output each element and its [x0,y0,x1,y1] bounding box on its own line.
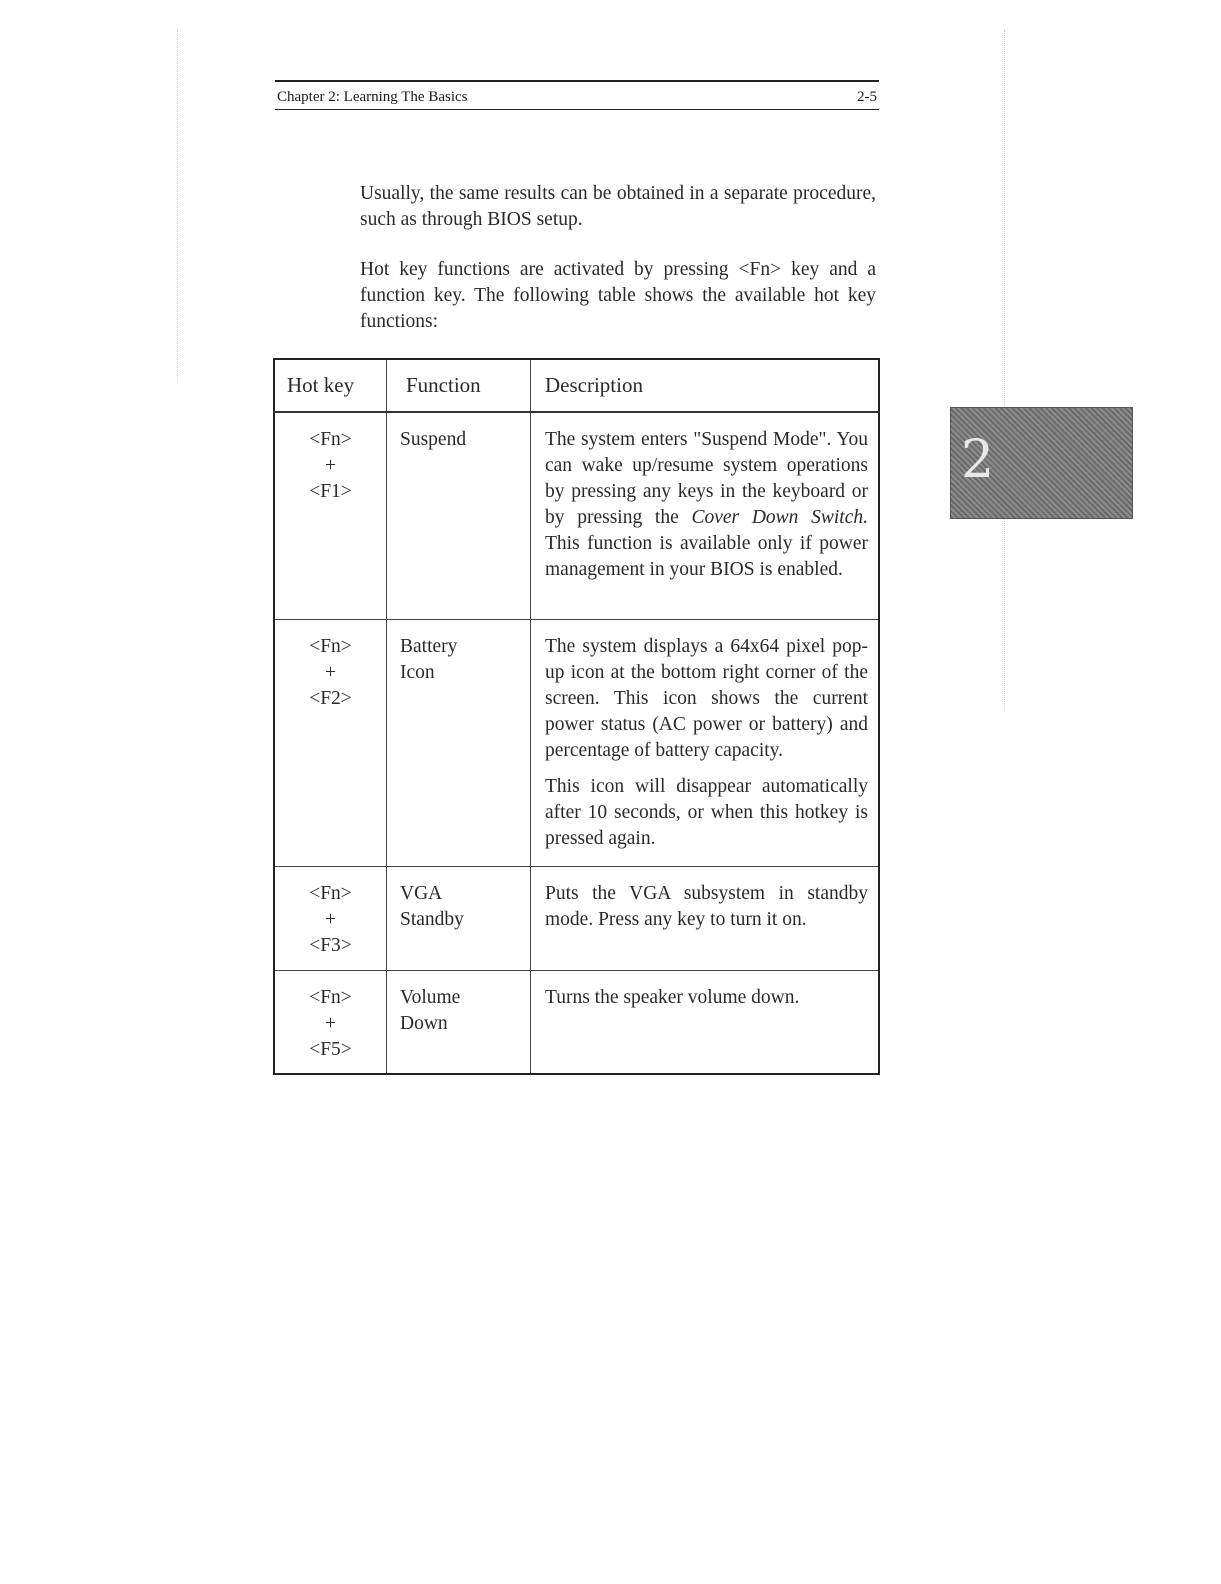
function-key: <F1> [309,481,352,502]
hot-key-cell [274,619,387,866]
table-header-row [274,359,879,412]
table-row [274,619,879,866]
chapter-tab-number: 2 [961,430,995,490]
function-cell: Suspend [387,412,531,619]
description-text: Turns the speaker volume down. [545,986,800,1008]
description-text [545,427,868,583]
description-cell [531,970,880,1074]
description-cell [531,866,880,970]
page-header [275,80,879,110]
plus-sign: + [325,1012,336,1034]
description-cell [531,619,880,866]
function-cell: Volume Down [387,970,531,1074]
chapter-tab [950,407,1133,519]
function-cell: VGA Standby [387,866,531,970]
function-key: <F3> [309,934,352,956]
function-cell: Battery Icon [387,619,531,866]
page-number: 2-5 [857,89,877,105]
fn-key: <Fn> [309,986,352,1008]
intro-paragraph: Usually, the same results can be obtained in a separate procedure, such as through BIOS setup. [360,183,876,230]
description-text: Puts the VGA subsystem in standby mode. Press any key to turn it on. [545,882,868,930]
description-part: This function is available only if power management in your BIOS is enabled. [545,533,868,580]
header-description: Description [531,359,880,412]
scan-margin-line [177,30,178,380]
plus-sign: + [325,661,336,683]
table-row [274,970,879,1074]
description-part: The system enters "Suspend Mode". You can wake up/resume system operations by pressing any keys in the keyboard or by pressing the [545,429,868,528]
description-text: The system displays a 64x64 pixel pop-up icon at the bottom right corner of the screen. This icon shows the current power status (AC power or battery) and percentage of battery capacity. [545,635,868,761]
table-row [274,412,879,619]
description-text: This icon will disappear automatically after 10 seconds, or when this hotkey is pressed again. [545,775,868,849]
scan-margin-line [1004,30,1005,710]
table-row [274,866,879,970]
plus-sign: + [325,908,336,930]
hot-key-cell [274,970,387,1074]
fn-key: <Fn> [309,635,352,657]
fn-key: <Fn> [309,882,352,904]
hotkey-table [273,358,880,1075]
header-function: Function [387,359,531,412]
hot-key-cell [274,866,387,970]
description-emphasis: Cover Down Switch. [691,507,868,528]
description-cell [531,412,880,619]
hot-key-cell [274,412,387,619]
fn-key: <Fn> [309,429,352,450]
plus-sign: + [325,455,336,476]
hotkey-paragraph: Hot key functions are activated by pressing <Fn> key and a function key. The following table shows the available hot key functions: [360,259,876,332]
function-key: <F5> [309,1038,352,1060]
chapter-title: Chapter 2: Learning The Basics [277,89,468,105]
header-hot-key: Hot key [274,359,387,412]
function-key: <F2> [309,687,352,709]
